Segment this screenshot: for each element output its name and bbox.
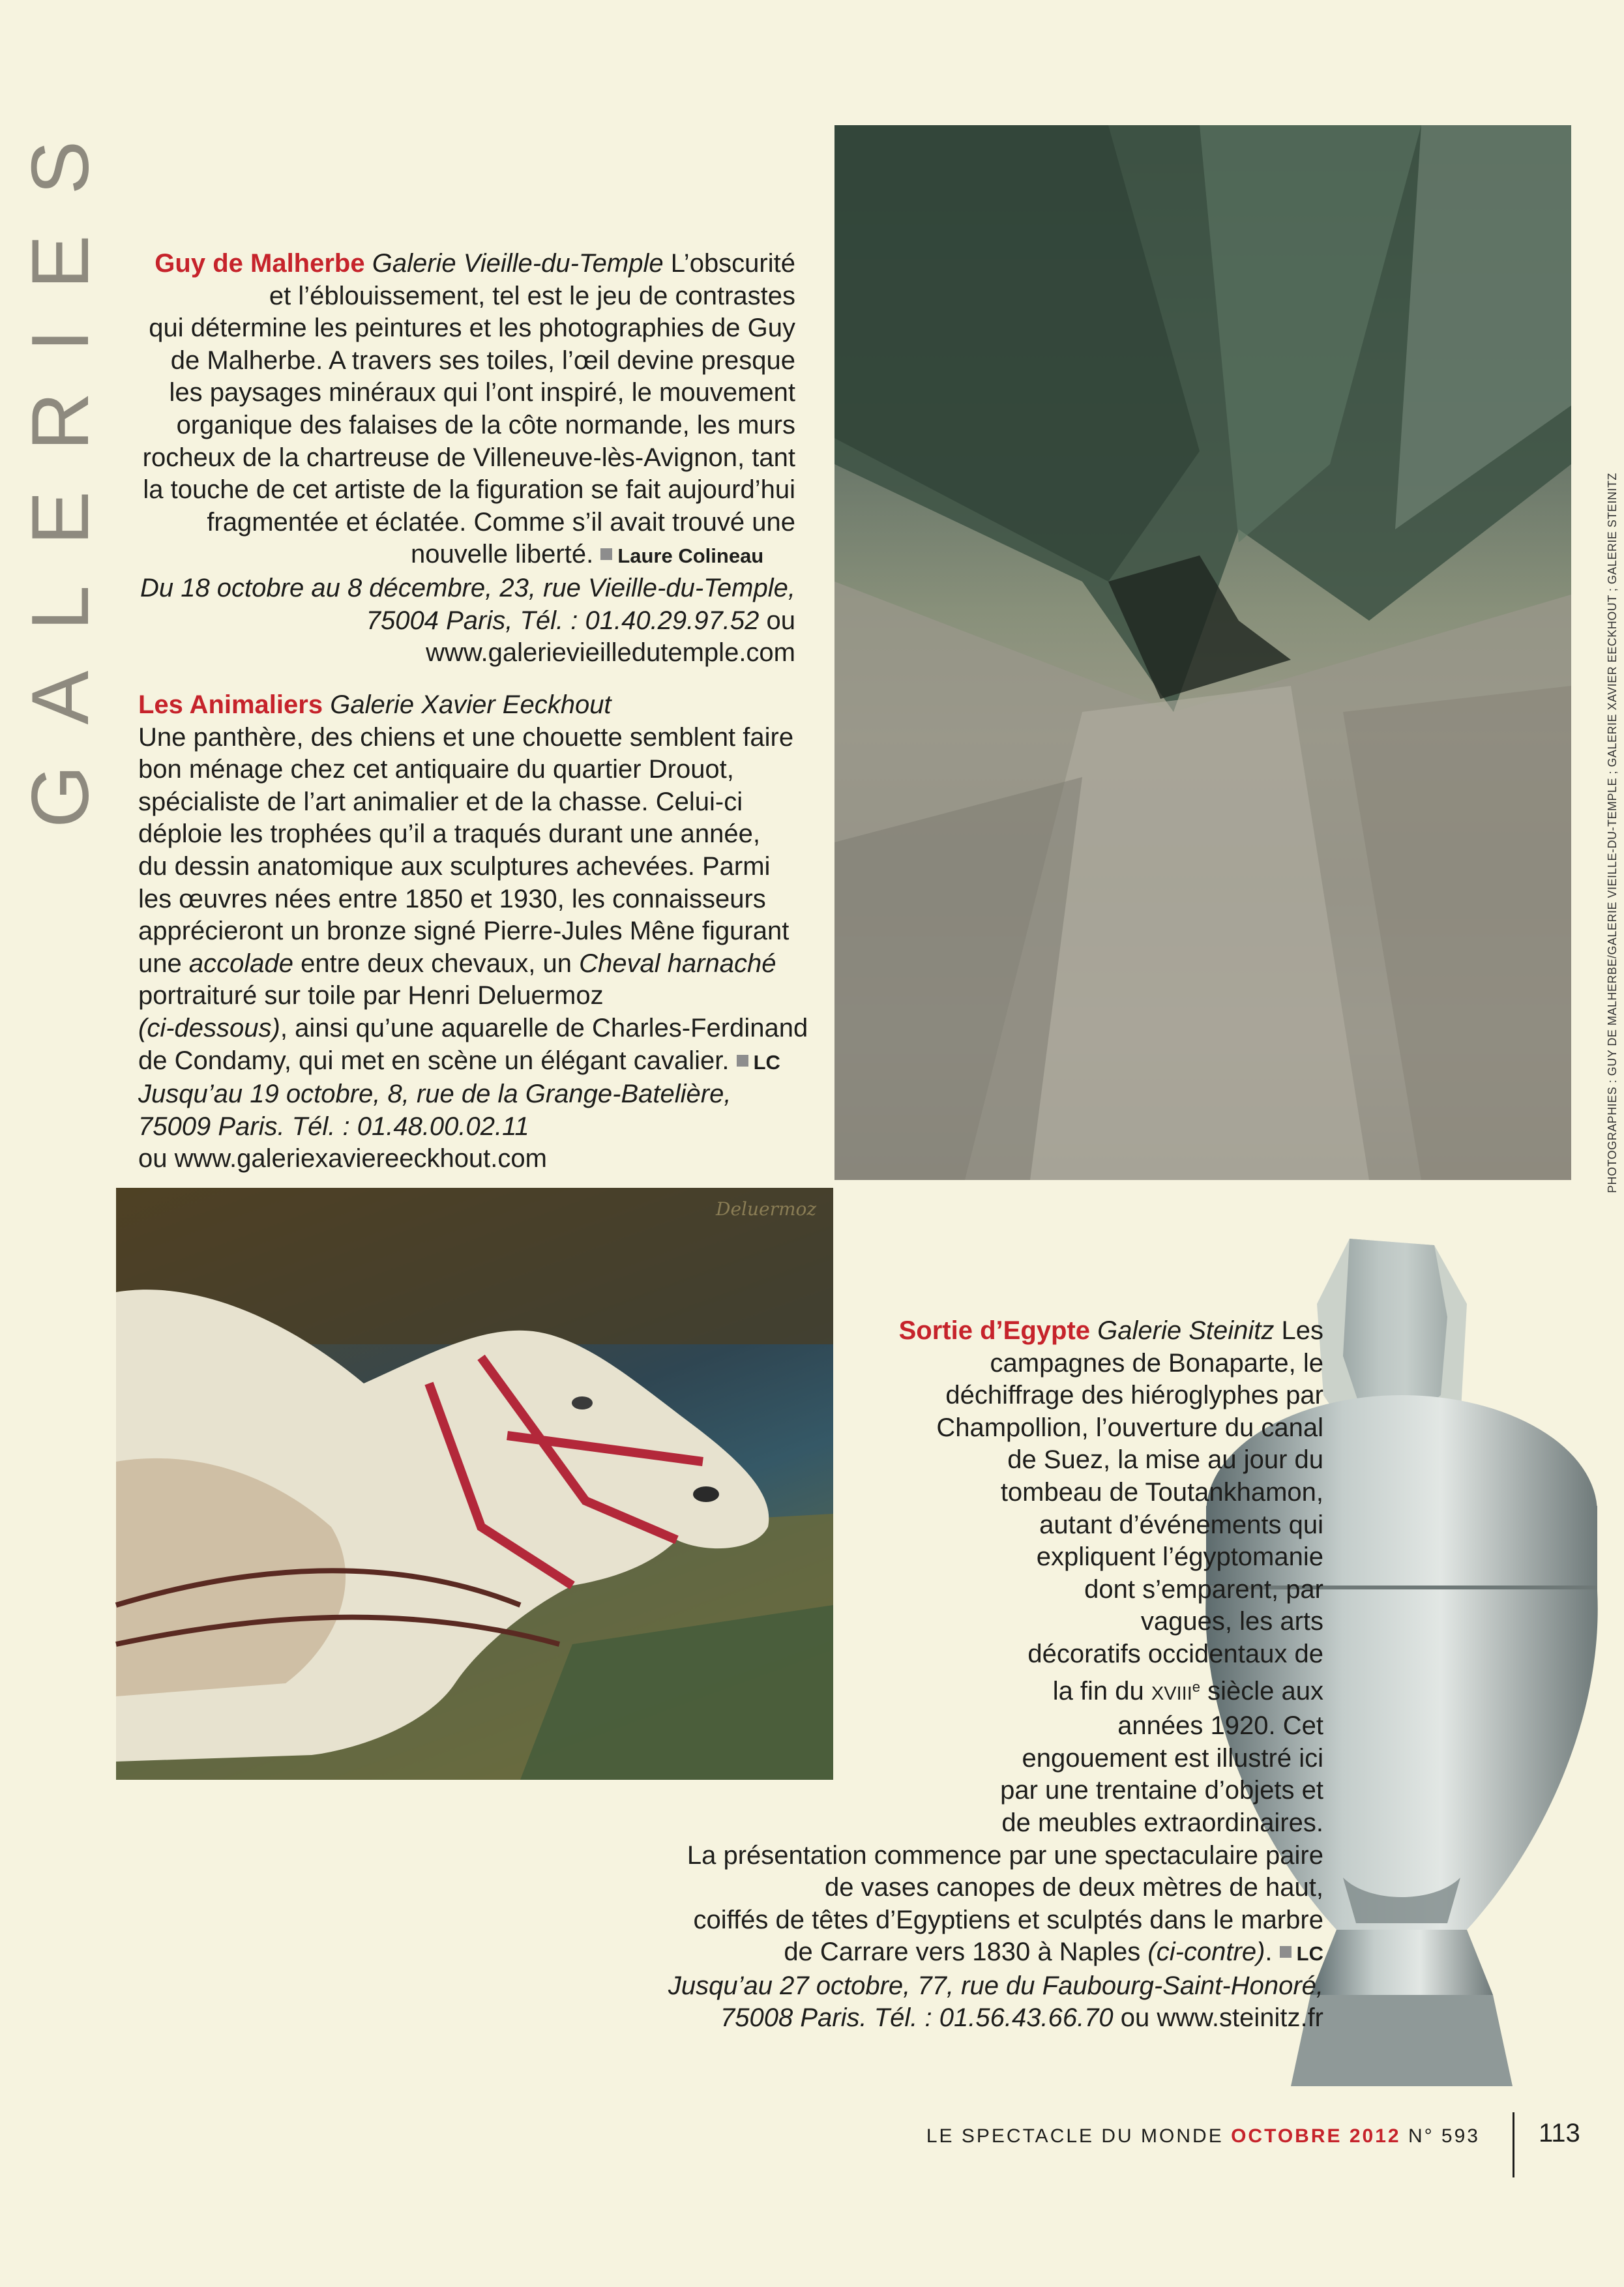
section-title: GALERIES [16, 100, 106, 828]
article-guy-de-malherbe [130, 248, 795, 670]
article-url: ou www.steinitz.fr [1113, 2003, 1323, 2033]
end-square-icon [1280, 1946, 1292, 1958]
text-line: par une trentaine d’objets et [1000, 1776, 1323, 1805]
text-line: bon ménage chez cet antiquaire du quartier Drouot, [138, 755, 734, 784]
text-fragment: entre deux chevaux, un [293, 949, 580, 978]
text-line: la touche de cet artiste de la figuration se fait aujourd’hui [143, 475, 795, 505]
text-line: nouvelle liberté. [411, 540, 594, 569]
text-line: de Condamy, qui met en scène un élégant cavalier. [138, 1046, 730, 1075]
photo-credit: PHOTOGRAPHIES : GUY DE MALHERBE/GALERIE VIEILLE-DU-TEMPLE ; GALERIE XAVIER EECKHOUT ; GALERIE STEINITZ [1606, 473, 1619, 1193]
text-line: rocheux de la chartreuse de Villeneuve-lès-Avignon, tant [142, 443, 795, 472]
page-footer [802, 2125, 1480, 2147]
artwork-title: accolade [188, 949, 293, 978]
text-fragment: la fin du [1052, 1676, 1151, 1705]
text-fragment: (ci-dessous) [138, 1013, 280, 1042]
century-suffix: e [1192, 1678, 1201, 1695]
issue-number: N° 593 [1408, 2125, 1480, 2147]
article-author: LC [1296, 1942, 1323, 1966]
end-square-icon [737, 1055, 748, 1067]
text-line: déploie les trophées qu’il a traqués durant une année, [138, 819, 761, 849]
end-square-icon [600, 548, 612, 560]
article-kicker: Les Animaliers [138, 690, 323, 719]
century-numeral: XVIII [1151, 1683, 1192, 1704]
article-url: ou www.galeriexaviereeckhout.com [138, 1144, 547, 1173]
article-info: 75004 Paris, Tél. : 01.40.29.97.52 [366, 606, 760, 635]
footer-divider [1513, 2112, 1514, 2177]
text-line: et l’éblouissement, tel est le jeu de contrastes [269, 281, 795, 310]
text-line: fragmentée et éclatée. Comme s’il avait trouvé une [207, 507, 795, 537]
text-line: les œuvres nées entre 1850 et 1930, les connaisseurs [138, 884, 766, 913]
article-author: LC [753, 1050, 780, 1074]
text-line: tombeau de Toutankhamon, [1000, 1477, 1323, 1507]
article-info-tail: ou [759, 606, 795, 635]
text-line: L’obscurité [670, 249, 795, 278]
text-line: vagues, les arts [1140, 1607, 1323, 1636]
text-line: qui détermine les peintures et les photographies de Guy [149, 314, 795, 343]
text-line: de meubles extraordinaires. [1001, 1808, 1323, 1837]
text-line: Champollion, l’ouverture du canal [936, 1413, 1323, 1442]
text-line: de Malherbe. A travers ses toiles, l’œil devine presque [170, 346, 795, 375]
text-line: organique des falaises de la côte normande, les murs [176, 410, 795, 439]
text-line: dont s’emparent, par [1084, 1574, 1323, 1604]
text-line: La présentation commence par une spectaculaire paire [687, 1840, 1323, 1870]
article-url: www.galerievieilledutemple.com [426, 638, 795, 668]
article-kicker: Sortie d’Egypte [898, 1316, 1091, 1345]
text-fragment: , ainsi qu’une aquarelle de Charles-Ferdinand [280, 1013, 808, 1042]
page-number: 113 [1539, 2119, 1580, 2147]
text-fragment: une [138, 949, 189, 978]
article-info: 75008 Paris. Tél. : 01.56.43.66.70 [720, 2003, 1114, 2033]
text-fragment: de Carrare vers 1830 à Naples [784, 1938, 1148, 1967]
article-sortie-d-egypte [541, 1315, 1323, 2035]
text-line: du dessin anatomique aux sculptures achevées. Parmi [138, 851, 771, 881]
text-line: apprécieront un bronze signé Pierre-Jules Mêne figurant [138, 917, 790, 946]
text-line: déchiffrage des hiéroglyphes par [945, 1381, 1323, 1410]
text-line: spécialiste de l’art animalier et de la chasse. Celui-ci [138, 787, 743, 816]
text-line: portraituré sur toile par Henri Deluermoz [138, 981, 604, 1011]
text-line: autant d’événements qui [1039, 1510, 1323, 1539]
painting-signature: Deluermoz [716, 1198, 817, 1220]
article-gallery: Galerie Xavier Eeckhout [330, 690, 612, 719]
text-fragment: (ci-contre) [1147, 1938, 1265, 1967]
artwork-title: Cheval harnaché [579, 949, 776, 978]
text-line: années 1920. Cet [1117, 1711, 1323, 1741]
magazine-name: LE SPECTACLE DU MONDE [926, 2125, 1224, 2147]
text-fragment: siècle aux [1200, 1676, 1323, 1705]
issue-date: OCTOBRE 2012 [1231, 2125, 1401, 2147]
article-info: Jusqu’au 19 octobre, 8, rue de la Grange-Batelière, [138, 1080, 731, 1109]
text-line: décoratifs occidentaux de [1027, 1639, 1323, 1668]
text-line: les paysages minéraux qui l’ont inspiré, le mouvement [169, 378, 795, 407]
article-info: 75009 Paris. Tél. : 01.48.00.02.11 [138, 1112, 529, 1141]
text-fragment: Les [1281, 1316, 1323, 1345]
article-author: Laure Colineau [617, 544, 764, 568]
text-line: de Suez, la mise au jour du [1007, 1445, 1323, 1475]
article-info: Jusqu’au 27 octobre, 77, rue du Faubourg-Saint-Honoré, [668, 1971, 1323, 2000]
article-les-animaliers [138, 689, 829, 1175]
article-kicker: Guy de Malherbe [155, 249, 365, 278]
text-line: de vases canopes de deux mètres de haut, [825, 1873, 1323, 1902]
text-line: Une panthère, des chiens et une chouette semblent faire [138, 722, 794, 752]
text-line: engouement est illustré ici [1022, 1743, 1323, 1773]
article-gallery: Galerie Vieille-du-Temple [372, 249, 664, 278]
text-line: campagnes de Bonaparte, le [990, 1348, 1323, 1378]
text-line: expliquent l’égyptomanie [1036, 1542, 1323, 1572]
article-gallery: Galerie Steinitz [1097, 1316, 1275, 1345]
ravine-photo [834, 125, 1571, 1180]
text-fragment: . [1265, 1938, 1273, 1967]
article-info: Du 18 octobre au 8 décembre, 23, rue Vieille-du-Temple, [140, 573, 795, 602]
text-line: coiffés de têtes d’Egyptiens et sculptés dans le marbre [693, 1905, 1323, 1934]
